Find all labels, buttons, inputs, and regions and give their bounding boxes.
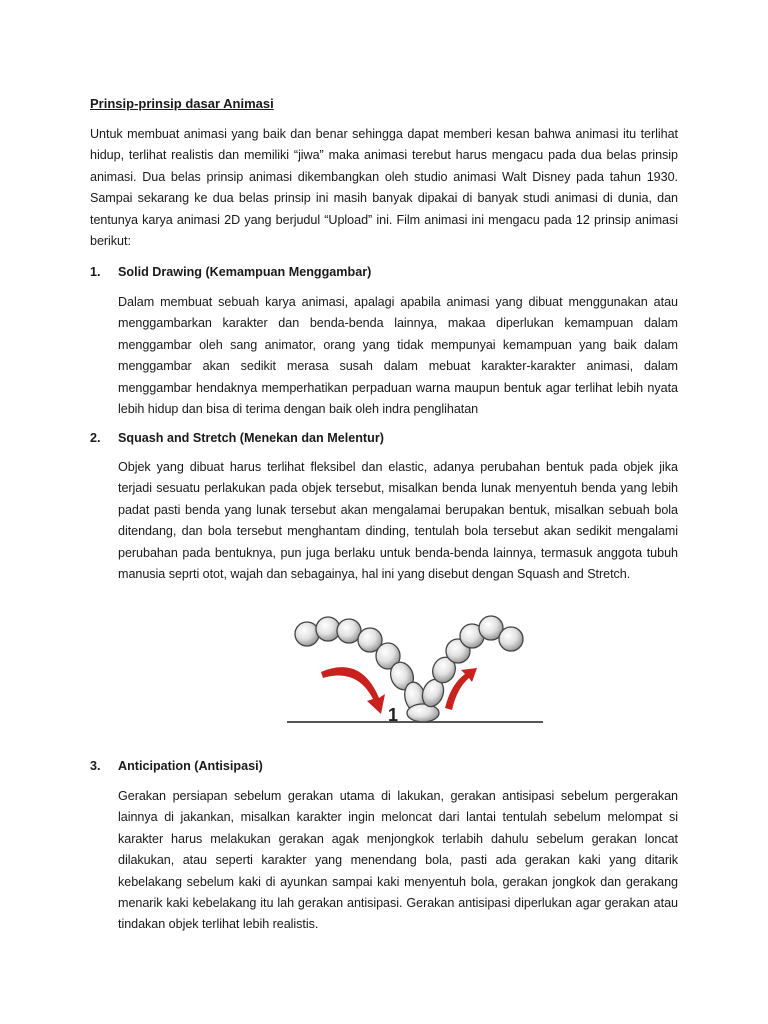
- section-body-2: Objek yang dibuat harus terlihat fleksibel dan elastic, adanya perubahan bentuk pada objek jika terjadi sesuatu perlakukan pada objek tersebut, misalkan benda lunak menyentuh benda yang lebih padat pasti benda yang lunak tersebut akan mengalamai berupakan bentuk, misalkan sebuah bola ditendang, dan bola tersebut menghantam dinding, tentulah bola tersebut akan sedikit mengalami perubahan pada bentuknya, pun juga berlaku untuk benda-benda lainnya, termasuk anggota tubuh manusia seprti otot, wajah dan sebagainya, hal ini yang disebut dengan Squash and Stretch.: [118, 460, 678, 582]
- section-body-1: Dalam membuat sebuah karya animasi, apalagi apabila animasi yang dibuat menggunakan atau menggambarkan karakter dan benda-benda lainnya, makaa diperlukan kemampuan dalam menggambar oleh sang animator, orang yang tidak mempunyai kemampuan yang baik dalam menggambar akan sedikit merasa susah dalam mebuat karakter-karakter animasi, dalam menggambar hendaknya memperhatikan perpaduan warna maupun bentuk agar terlihat lebih nyata lebih hidup dan bisa di terima dengan baik oleh indra penglihatan: [118, 295, 678, 417]
- ball-sequence: [295, 616, 523, 722]
- section-heading-3: [90, 758, 263, 774]
- section-title: Solid Drawing (Kemampuan Menggambar): [118, 265, 372, 279]
- section-number: 2.: [90, 431, 101, 445]
- page-title: Prinsip-prinsip dasar Animasi: [90, 96, 274, 111]
- squash-stretch-illustration: [285, 600, 550, 730]
- arrow-down-icon: [321, 667, 385, 714]
- section-body-3: Gerakan persiapan sebelum gerakan utama di lakukan, gerakan antisipasi sebelum pergerakan lainnya di jakankan, misalkan karakter ingin meloncat dari lantai tentulah sebelum melompat si karakter harus melakukan gerakan agak menjongkok terlabih dahulu sebelum gerakan loncat dilakukan, atau seperti karakter yang menendang bola, pasti ada gerakan kaki yang ditarik kebelakang sebelum kaki di ayunkan sampai kaki menyentuh bola, gerakan jongkok dan gerakang menarik kaki kebelakang itu lah gerakan antisipasi. Gerakan antisipasi diperlukan agar gerakan atau tindakan objek terlihat lebih realistis.: [118, 789, 678, 932]
- ball: [499, 627, 523, 651]
- section-heading-2: [90, 430, 384, 446]
- section-title: Anticipation (Antisipasi): [118, 759, 263, 773]
- section-title: Squash and Stretch (Menekan dan Melentur): [118, 431, 384, 445]
- section-number: 1.: [90, 265, 101, 279]
- section-number: 3.: [90, 759, 101, 773]
- ball: [407, 704, 439, 722]
- figure-label: 1: [388, 705, 399, 725]
- ball: [295, 622, 319, 646]
- section-heading-1: [90, 264, 371, 280]
- ball: [316, 617, 340, 641]
- intro-paragraph: Untuk membuat animasi yang baik dan benar sehingga dapat memberi kesan bahwa animasi itu terlihat hidup, terlihat realistis dan memiliki “jiwa” maka animasi terebut harus mengacu pada dua belas prinsip animasi. Dua belas prinsip animasi dikembangkan oleh studio animasi Walt Disney pada tahun 1930. Sampai sekarang ke dua belas prinsip ini masih banyak dipakai di banyak studi animasi di dunia, dan tentunya karya animasi 2D yang berjudul “Upload” ini. Film animasi ini mengacu pada 12 prinsip animasi berikut:: [90, 127, 678, 249]
